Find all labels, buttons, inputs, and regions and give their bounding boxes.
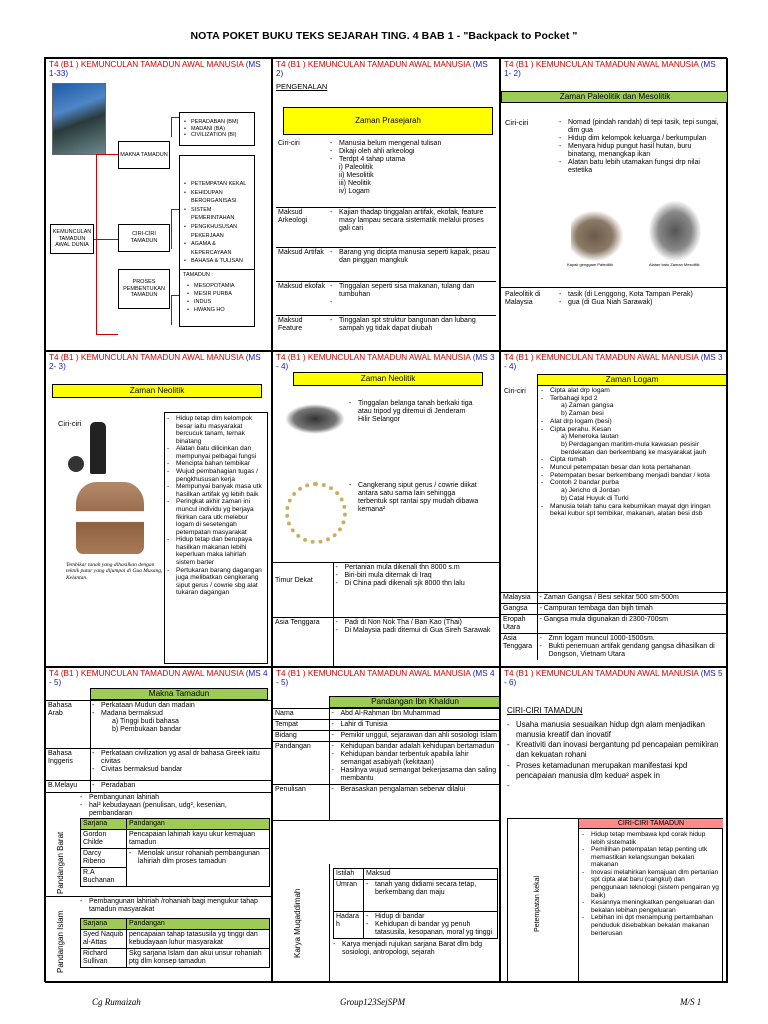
mindmap-ciri-list: • PETEMPATAN KEKAL • KEHIDUPAN BERORGANISASI • SISTEM PEMERINTAHAN • PENGKHUSUSAN PEKERJAAN • AGAMA & KEPERCAYAAN • BAHASA & TULISAN <box>179 155 255 291</box>
mindmap-proses: PROSES PEMBENTUKAN TAMADUN <box>118 269 170 309</box>
cell-header: T4 (B1 ) KEMUNCULAN TAMADUN AWAL MANUSIA (MS 1- 2) <box>504 60 716 79</box>
stone-adze-image <box>90 422 106 474</box>
cell-neolitik-2: T4 (B1 ) KEMUNCULAN TAMADUN AWAL MANUSIA (MS 3 - 4) Zaman Neolitik - Tinggalan belanga tanah berkaki tiga atau tripod yg ditemui di Jenderam Hilir Selangor - Cangkerang siput gerus / cowrie diikat antara satu sama lain sehingga terbentuk spt rantai spy mudah dibawa kemana² Timur Dekat - Pertanian mula dikenali thn 8000 s.m - Biri-biri mula diternak di Iraq - Di China padi dikenali sjk 8000 thn lalu Asia Tenggara - Padi di Non Nok Tha / Ban Kao (Thai) - Di Malaysia padi ditemui di Gua Sireh Sarawak <box>272 351 500 667</box>
notes-sheet <box>44 57 727 982</box>
paleolitik-ciri-list: - Nomad (pindah randah) di tepi tasik, tepi sungai, dim gua - Hidup dim kelompok keluarga / berkumpulan - Menyara hidup pungut hasil hutan, buru binatang, menangkap ikan - Alatan batu lebih utamakan fungsi drp nilai estetika <box>559 119 719 175</box>
band-khaldun: Pandangan Ibn Khaldun <box>329 696 500 708</box>
band-prasejarah: Zaman Prasejarah <box>283 107 493 135</box>
textbook-cover-image <box>52 83 106 155</box>
islam-sarjana-table: Sarjana Pandangan Syed Naquib al-Attas pencapaian tahap tatasusila yg tinggi dan kebudayaan luhur masyarakat Richard Sullivan Skg sarjana Islam dan akui unsur rohaniah ptg dlm konsep tamadun <box>80 918 270 968</box>
cell-header: T4 (B1 ) KEMUNCULAN TAMADUN AWAL MANUSIA (MS 2) <box>276 60 488 79</box>
ciri-label: Ciri-ciri <box>58 419 82 428</box>
cell-makna: T4 (B1 ) KEMUNCULAN TAMADUN AWAL MANUSIA (MS 4 - 5) Makna Tamadun Bahasa Arab - Perkataan Mudun dan madain - Madana bermaksud a) Tinggi budi bahasa b) Pembukaan bandar Bahasa Inggeris - Perkataan civilization yg asal dr bahasa Greek iaitu civitas - Civitas bermaksud bandar B.Melayu - Peradaban Pandangan Barat - Pembangunan lahiriah - hal² kebudayaan (penulisan, udg², kesenian, pembandaran Sarjana Pandangan Gordon Childe Pencapaian lahiriah kayu ukur kemajuan tamadun Darcy Riberio - Menolak unsur rohaniah pembangunan lahiriah dlm proses tamadun R.A Buchanan Pandangan Islam - Pembangunan lahiriah /rohaniah bagi mengukur tahap tamadun masyarakat Sarjana Pandangan Syed Naquib al-Attas pencapaian tahap tatasusila yg tinggi dan kebudayaan luhur masyarakat Richard Sullivan Skg sarjana Islam dan akui unsur rohaniah ptg dlm konsep tamadun <box>45 667 272 983</box>
section-heading: PENGENALAN <box>276 82 328 91</box>
cell-paleolitik: T4 (B1 ) KEMUNCULAN TAMADUN AWAL MANUSIA (MS 1- 2) Zaman Paleolitik dan Mesolitik Ciri-ciri - Nomad (pindah randah) di tepi tasik, tepi sungai, dim gua - Hidup dim kelompok keluarga / berkumpulan - Menyara hidup pungut hasil hutan, buru binatang, menangkap ikan - Alatan batu lebih utamakan fungsi drp nilai estetika Kapak genggam Paleolitik Alatan batu Zaman Mesolitik Paleolitik di Malaysia - tasik (di Lenggong, Kota Tampan Perak) - gua (di Gua Niah Sarawak) <box>500 58 728 351</box>
pottery-caption: Tembikar tanah yang dihasilkan dengan teknik putar yang dijumpai di Gua Musang, Kelantan. <box>66 562 163 581</box>
cell-pengenalan <box>272 58 500 351</box>
mindmap-makna: MAKNA TAMADUN <box>118 141 170 169</box>
cell-logam <box>500 351 728 667</box>
cell-ciri-tamadun <box>500 667 728 983</box>
page-title: NOTA POKET BUKU TEKS SEJARAH TING. 4 BAB 1 - "Backpack to Pocket " <box>190 30 578 42</box>
cell-header: T4 (B1 ) KEMUNCULAN TAMADUN AWAL MANUSIA (MS 3 - 4) <box>276 353 495 372</box>
petempatan-label: Petempatan kekal <box>534 875 541 933</box>
karya-label: Karya Muqaddimah <box>293 888 302 958</box>
band-neolitik: Zaman Neolitik <box>293 372 483 386</box>
karya-table: Istilah Maksud Umran - tanah yang didiami secara tetap, berkembang dan maju Hadara h - Hidup di bandar - Kehidupan di bandar yg penuh tatasusila, kesopanan, moral yg tinggi - Karya menjadi rujukan sarjana Barat dlm bdg sosiologi, antropologi, sejarah <box>333 868 498 957</box>
ciri-intro-list: - Usaha manusia sesuaikan hidup dgn alam menjadikan manusia kreatif dan inovatif - Kreativiti dan inovasi bergantung pd pencapaian pemikiran dan kekuatan rohani - Proses ketamadunan merupakan manifestasi kpd pencapaian manusia dlm kedua² aspek in <box>507 720 725 781</box>
mindmap-center: KEMUNCULAN TAMADUN AWAL DUNIA <box>50 224 94 254</box>
logam-region-table: Malaysia - Zaman Gangsa / Besi sekitar 500 sm-500m Gangsa - Campuran tembaga dan bijih timah Eropah Utara - Gangsa mula digunakan di 2300-700sm Asia Tenggara - Zmn logam muncul 1000-1500sm. - Bukti penemuan artifak gendang gangsa dihasilkan di Dongson, Vietnam Utara <box>501 592 728 660</box>
barat-sarjana-table: Sarjana Pandangan Gordon Childe Pencapaian lahiriah kayu ukur kemajuan tamadun Darcy Riberio - Menolak unsur rohaniah pembangunan lahiriah dlm proses tamadun R.A Buchanan <box>80 818 270 887</box>
logam-ciri-list: - Cipta alat drp logam - Terbahagi kpd 2 a) Zaman gangsa b) Zaman besi - Alat drp logam (besi) - Cipta perahu. Kesan a) Meneroka lautan b) Perdagangan maritim-mula kawasan pesisir berdekatan dan berkembang ke masyarakat jauh - Cipta rumah - Muncul petempatan besar dan kota pertahanan - Petempatan besar berkembang menjadi bandar / kota - Contoh 2 bandar purba a) Jericho di Jordan b) Catal Huyuk di Turki - Manusia telah tahu cara kebumikan mayat dgn iringan bekal kubur spt tembikar, makanan, alatan besi dsb <box>541 387 711 518</box>
pottery-image <box>76 482 144 554</box>
pandangan-islam-label: Pandangan Islam <box>56 910 65 974</box>
pandangan-barat-label: Pandangan Barat <box>56 831 65 895</box>
footer-page: M/S 1 <box>680 997 702 1007</box>
cell-header: T4 (B1 ) KEMUNCULAN TAMADUN AWAL MANUSIA (MS 1-33) <box>49 60 261 79</box>
cell-neolitik <box>45 351 272 667</box>
footer-author: Cg Rumaizah <box>92 997 141 1007</box>
neolitik-list: - Hidup tetap dlm kelompok besar iaitu masyarakat bercucuk tanam, ternak binatang - Alatan batu dilicinkan dan mempunyai pelbagai fungsi - Mencipta bahan tembikar - Wujud pembahagian tugas / pengkhususan kerja - Mempunyai banyak masa utk hasilkan artifak yg lebih baik - Peringkat akhir zaman ini muncul individu yg berjaya fikirkan cara utk melebur logam di sesetengah petempatan masyarakat - Hidup tetap dan berupaya hasilkan makanan lebihi keperluan maka lahirlah sistem barter - Pertukaran barang dagangan juga melibatkan cengkerang siput gerus / cowrie sbg alat tukaran dagangan <box>164 412 268 664</box>
stone-axe-image <box>571 211 623 261</box>
shell-necklace-image <box>285 482 347 544</box>
cell-header: T4 (B1 ) KEMUNCULAN TAMADUN AWAL MANUSIA (MS 5 - 6) <box>504 669 723 688</box>
band-makna: Makna Tamadun <box>90 688 268 700</box>
stone-ring-image <box>68 456 84 472</box>
lokasi-label: Paleolitik di Malaysia <box>505 291 541 307</box>
band-logam: Zaman Logam <box>537 374 727 386</box>
khaldun-table: Nama - Abd Al-Rahman Ibn Muhammad Tempat - Lahir di Tunisia Bidang - Pemikir unggul, sejarawan dan ahli sosiologi Islam Pandangan - Kehidupan bandar adalah kehidupan bertamadun - Kehidupan bandar terbentuk apabila lahir semangat asabiyah (kekitaan) - Hasilnya wujud semangat bekerjasama dan saling membantu Penulisan - Berasaskan pengalaman sebenar dilalui <box>273 708 500 821</box>
cell-ibn-khaldun <box>272 667 500 983</box>
ciri-label: Ciri-ciri <box>505 118 529 127</box>
stone-tool-image <box>649 201 701 261</box>
ciri-label: Ciri-ciri <box>504 388 526 395</box>
lokasi-list: - tasik (di Lenggong, Kota Tampan Perak) - gua (di Gua Niah Sarawak) <box>559 291 724 307</box>
tripod-pot-image <box>285 404 345 434</box>
cell-header: T4 (B1 ) KEMUNCULAN TAMADUN AWAL MANUSIA (MS 3 - 4) <box>504 353 723 372</box>
footer-group: Group123SejSPM <box>340 997 406 1007</box>
prasejarah-table: Ciri-ciri - Manusia belum mengenal tulisan - Dikaji oleh ahli arkeologi - Terdpt 4 tahap utama i) Paleolitik ii) Mesolitik iii) Neolitik iv) Logam Maksud Arkeologi - Kajian thadap tinggalan artifak, ekofak, feature masy lampau secara sistematik melalui proses gali cari Maksud Artifak - Barang yng dicipta manusia seperti kapak, pisau dan pinggan mangkuk Maksud ekofak - Tinggalan seperti sisa makanan, tulang dan tumbuhan Maksud Feature - Tinggalan spt struktur bangunan dan lubang sampah yg tidak dapat diubah <box>276 139 496 343</box>
band-paleolitik: Zaman Paleolitik dan Mesolitik <box>501 91 728 103</box>
mindmap-tamadun-list: TAMADUN : • MESOPOTAMIA • MESIR PURBA • INDUS • HWANG HO <box>179 269 255 327</box>
ciri-heading: CIRI-CIRI TAMADUN <box>507 706 583 715</box>
mindmap-ciri: CIRI-CIRI TAMADUN <box>118 224 170 252</box>
band-neolitik: Zaman Neolitik <box>52 384 262 398</box>
mindmap-makna-list: • PERADABAN (BM) • MADANI (BA) • CIVILIZATION (BI) <box>179 112 255 146</box>
cell-mindmap <box>45 58 272 351</box>
ciri-table: CIRI-CIRI TAMADUN Petempatan kekal - Hidup tetap membawa kpd corak hidup lebih sistematik - Pemilihan petempatan tetap penting utk memastikan kelangsungan bekalan makanan - Inovasi melahirkan kemajuan dlm pertanian spt cipta alat baru (cangkul) dan penggunaan teknologi (sistem pengairan yg baik) - Kesannya meningkatkan pengeluaran dan bekalan lebihan pengeluaran - Lebihan ini dpt menampung pertambahan penduduk disebabkan bekalan makanan berterusan <box>507 818 723 982</box>
cell-header: T4 (B1 ) KEMUNCULAN TAMADUN AWAL MANUSIA (MS 4 - 5) <box>276 669 495 688</box>
neolitik-region-table: Timur Dekat - Pertanian mula dikenali thn 8000 s.m - Biri-biri mula diternak di Iraq - Di China padi dikenali sjk 8000 thn lalu Asia Tenggara - Padi di Non Nok Tha / Ban Kao (Thai) - Di Malaysia padi ditemui di Gua Sireh Sarawak <box>273 562 500 667</box>
cell-header: T4 (B1 ) KEMUNCULAN TAMADUN AWAL MANUSIA (MS 2- 3) <box>49 353 261 372</box>
cell-header: T4 (B1 ) KEMUNCULAN TAMADUN AWAL MANUSIA (MS 4 - 5) <box>49 669 268 688</box>
